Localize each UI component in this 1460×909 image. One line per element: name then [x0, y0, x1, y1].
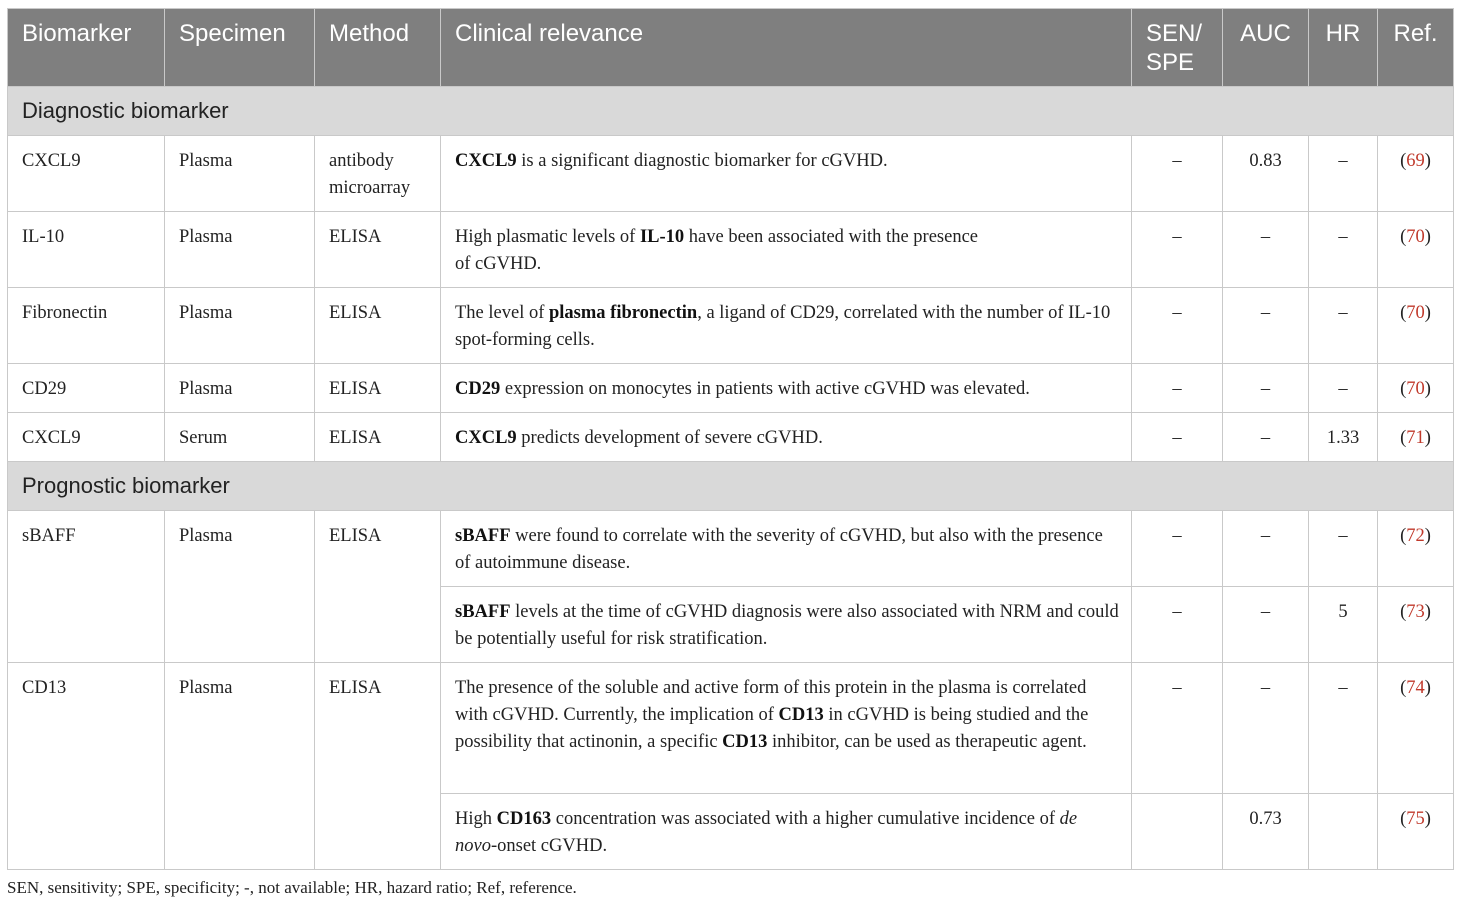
- cell-hr: –: [1309, 663, 1378, 794]
- cell-clinical-relevance: CXCL9 is a significant diagnostic biomarker for cGVHD.: [441, 136, 1132, 212]
- ref-link[interactable]: 70: [1406, 379, 1425, 399]
- cell-hr: –: [1309, 364, 1378, 413]
- cell-ref: [1378, 413, 1454, 462]
- ref-paren-open: (: [1400, 602, 1407, 622]
- cell-auc: 0.73: [1223, 794, 1309, 870]
- cell-specimen: Plasma: [165, 288, 315, 364]
- cell-biomarker: CXCL9: [8, 413, 165, 462]
- cell-ref: [1378, 794, 1454, 870]
- header-hr: HR: [1309, 9, 1378, 87]
- cell-sen-spe: –: [1132, 511, 1223, 587]
- cell-sen-spe: –: [1132, 413, 1223, 462]
- ref-link[interactable]: 72: [1406, 526, 1425, 546]
- cell-auc: –: [1223, 364, 1309, 413]
- ref-paren-close: ): [1424, 151, 1431, 171]
- cell-specimen: Plasma: [165, 212, 315, 288]
- cell-sen-spe: –: [1132, 288, 1223, 364]
- cell-hr: [1309, 794, 1378, 870]
- cell-hr: –: [1309, 511, 1378, 587]
- ref-link[interactable]: 71: [1406, 428, 1425, 448]
- ref-paren-close: ): [1424, 303, 1431, 323]
- cell-sen-spe: –: [1132, 663, 1223, 794]
- cell-biomarker: CD29: [8, 364, 165, 413]
- cell-method: antibody microarray: [315, 136, 441, 212]
- cell-hr: –: [1309, 136, 1378, 212]
- cell-auc: –: [1223, 212, 1309, 288]
- cell-biomarker: CXCL9: [8, 136, 165, 212]
- ref-paren-close: ): [1424, 678, 1431, 698]
- table-row: [8, 288, 1454, 364]
- header-ref: Ref.: [1378, 9, 1454, 87]
- cell-clinical-relevance: CD29 expression on monocytes in patients with active cGVHD was elevated.: [441, 364, 1132, 413]
- cell-clinical-relevance: sBAFF levels at the time of cGVHD diagnosis were also associated with NRM and could be potentially useful for risk stratification.: [441, 587, 1132, 663]
- table-row: [8, 413, 1454, 462]
- header-specimen: Specimen: [165, 9, 315, 87]
- cell-specimen: Plasma: [165, 364, 315, 413]
- ref-paren-open: (: [1400, 151, 1407, 171]
- cell-hr: –: [1309, 212, 1378, 288]
- cell-ref: [1378, 364, 1454, 413]
- cell-ref: [1378, 288, 1454, 364]
- ref-link[interactable]: 70: [1406, 227, 1425, 247]
- cell-ref: [1378, 587, 1454, 663]
- cell-specimen: Serum: [165, 413, 315, 462]
- cell-hr: –: [1309, 288, 1378, 364]
- ref-paren-open: (: [1400, 227, 1407, 247]
- cell-biomarker: Fibronectin: [8, 288, 165, 364]
- cell-sen-spe: –: [1132, 212, 1223, 288]
- ref-paren-close: ): [1424, 379, 1431, 399]
- cell-auc: 0.83: [1223, 136, 1309, 212]
- cell-clinical-relevance: CXCL9 predicts development of severe cGVHD.: [441, 413, 1132, 462]
- header-row: [8, 9, 1454, 87]
- ref-paren-open: (: [1400, 526, 1407, 546]
- cell-biomarker: sBAFF: [8, 511, 165, 663]
- cell-biomarker: CD13: [8, 663, 165, 870]
- cell-sen-spe: –: [1132, 136, 1223, 212]
- section-label-diagnostic: Diagnostic biomarker: [8, 87, 1454, 136]
- ref-link[interactable]: 74: [1406, 678, 1425, 698]
- ref-paren-open: (: [1400, 379, 1407, 399]
- table-row: [8, 136, 1454, 212]
- section-label-prognostic: Prognostic biomarker: [8, 462, 1454, 511]
- ref-paren-open: (: [1400, 303, 1407, 323]
- cell-clinical-relevance: The level of plasma fibronectin, a ligand of CD29, correlated with the number of IL-10 spot-forming cells.: [441, 288, 1132, 364]
- ref-link[interactable]: 73: [1406, 602, 1425, 622]
- cell-method: ELISA: [315, 511, 441, 663]
- table-row: [8, 663, 1454, 794]
- cell-ref: [1378, 511, 1454, 587]
- cell-clinical-relevance: sBAFF were found to correlate with the severity of cGVHD, but also with the presence of autoimmune disease.: [441, 511, 1132, 587]
- cell-sen-spe: –: [1132, 587, 1223, 663]
- cell-clinical-relevance: High plasmatic levels of IL-10 have been associated with the presence of cGVHD.: [441, 212, 1132, 288]
- section-row-prognostic: [8, 462, 1454, 511]
- cell-ref: [1378, 136, 1454, 212]
- cell-auc: –: [1223, 413, 1309, 462]
- ref-link[interactable]: 69: [1406, 151, 1425, 171]
- header-auc: AUC: [1223, 9, 1309, 87]
- table-row: [8, 511, 1454, 587]
- cell-method: ELISA: [315, 288, 441, 364]
- cell-clinical-relevance: The presence of the soluble and active form of this protein in the plasma is correlated with cGVHD. Currently, the implication of CD13 in cGVHD is being studied and the possibility that actinonin, a specific CD13 inhibitor, can be used as therapeutic agent.: [441, 663, 1132, 794]
- table-footnote: SEN, sensitivity; SPE, specificity; -, not available; HR, hazard ratio; Ref, reference.: [7, 878, 577, 897]
- ref-paren-open: (: [1400, 678, 1407, 698]
- ref-link[interactable]: 75: [1406, 809, 1425, 829]
- section-row-diagnostic: [8, 87, 1454, 136]
- cell-method: ELISA: [315, 364, 441, 413]
- header-biomarker: Biomarker: [8, 9, 165, 87]
- cell-auc: –: [1223, 663, 1309, 794]
- ref-paren-open: (: [1400, 809, 1407, 829]
- ref-paren-open: (: [1400, 428, 1407, 448]
- cell-biomarker: IL-10: [8, 212, 165, 288]
- cell-hr: 1.33: [1309, 413, 1378, 462]
- ref-paren-close: ): [1424, 428, 1431, 448]
- cell-hr: 5: [1309, 587, 1378, 663]
- cell-sen-spe: –: [1132, 364, 1223, 413]
- cell-specimen: Plasma: [165, 136, 315, 212]
- table-row: [8, 212, 1454, 288]
- cell-ref: [1378, 212, 1454, 288]
- ref-paren-close: ): [1424, 602, 1431, 622]
- header-sen-spe: SEN/ SPE: [1132, 9, 1223, 87]
- cell-auc: –: [1223, 288, 1309, 364]
- cell-auc: –: [1223, 511, 1309, 587]
- header-method: Method: [315, 9, 441, 87]
- biomarker-table: [7, 8, 1454, 870]
- header-clinical-relevance: Clinical relevance: [441, 9, 1132, 87]
- ref-link[interactable]: 70: [1406, 303, 1425, 323]
- cell-clinical-relevance: High CD163 concentration was associated with a higher cumulative incidence of de novo-onset cGVHD.: [441, 794, 1132, 870]
- cell-specimen: Plasma: [165, 663, 315, 870]
- cell-ref: [1378, 663, 1454, 794]
- cell-specimen: Plasma: [165, 511, 315, 663]
- ref-paren-close: ): [1424, 809, 1431, 829]
- cell-method: ELISA: [315, 212, 441, 288]
- cell-method: ELISA: [315, 663, 441, 870]
- table-row: [8, 364, 1454, 413]
- ref-paren-close: ): [1424, 526, 1431, 546]
- cell-method: ELISA: [315, 413, 441, 462]
- ref-paren-close: ): [1424, 227, 1431, 247]
- cell-auc: –: [1223, 587, 1309, 663]
- cell-sen-spe: [1132, 794, 1223, 870]
